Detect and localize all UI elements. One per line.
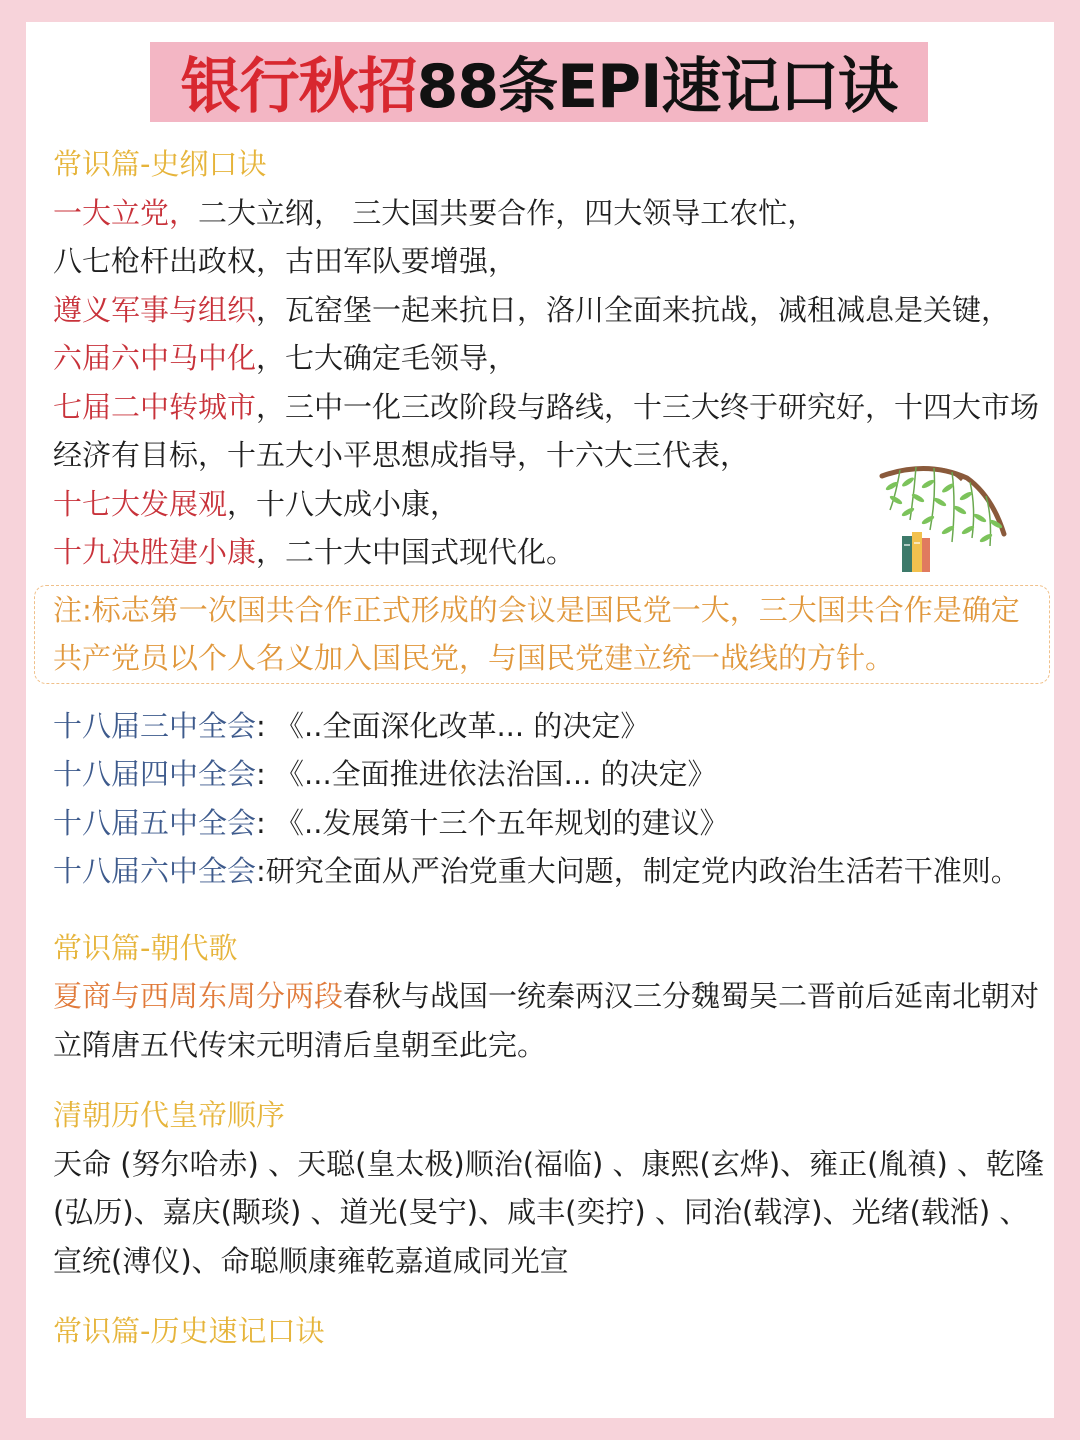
- plenum-text: : 《..发展第十三个五年规划的建议》: [256, 805, 729, 840]
- content: [53, 140, 1051, 1356]
- line-text: ，瓦窑堡一起来抗日，洛川全面来抗战，减租减息是关键，: [256, 292, 1011, 327]
- page-title: [150, 42, 928, 122]
- plenum-item: [53, 847, 1051, 896]
- mnemonic-line: [53, 334, 1051, 383]
- highlight: 七届二中转城市: [53, 389, 257, 424]
- highlight: 十九决胜建小康: [53, 535, 257, 569]
- line-text: ，七大确定毛领导，: [256, 341, 518, 375]
- mnemonic-line: [53, 286, 1051, 335]
- highlight: 十七大发展观: [53, 486, 228, 521]
- mnemonic-line: [53, 189, 1051, 238]
- content-card: [26, 22, 1054, 1418]
- plenum-name: 十八届三中全会: [53, 708, 257, 743]
- plenum-text: : 《..全面深化改革... 的决定》: [256, 708, 650, 743]
- highlight: 一大立党，: [53, 195, 199, 230]
- section-heading-history: 常识篇-史纲口诀: [53, 147, 267, 181]
- section-heading-mnemonics: 常识篇-历史速记口诀: [53, 1314, 325, 1348]
- dynasty-song: [53, 972, 1051, 1069]
- line-text: 二大立纲， 三大国共要合作，四大领导工农忙，: [198, 195, 817, 230]
- plenum-name: 十八届六中全会: [53, 854, 257, 888]
- qing-emperors: 天命 (努尔哈赤) 、天聪(皇太极)顺治(福临) 、康熙(玄烨)、雍正(胤禛) 、乾隆(弘历)、嘉庆(颙琰) 、道光(旻宁)、咸丰(奕拧) 、同治(载淳)、光绪(载湉) 、宣统(溥仪)、命聪顺康雍乾嘉道咸同光宣: [53, 1146, 1045, 1278]
- title-black: 88条EPI速记口诀: [416, 52, 898, 122]
- highlight: 六届六中马中化: [53, 341, 257, 375]
- plenum-name: 十八届四中全会: [53, 757, 257, 791]
- line-text: ，三中一化三改阶段与路线，十三大终于研究好，十四大市场经济有目标，十五大小平思想成指导，十六大三代表，: [53, 389, 1040, 472]
- plenum-text: :研究全面从严治党重大问题，制定党内政治生活若干准则。: [256, 854, 1020, 888]
- highlight: 遵义军事与组织: [53, 292, 257, 327]
- plenum-item: [53, 799, 1051, 848]
- title-red: 银行秋招: [180, 52, 417, 122]
- section-heading-dynasty: 常识篇-朝代歌: [53, 930, 238, 965]
- mnemonic-line: 八七枪杆出政权，古田军队要增强，: [53, 244, 518, 278]
- note-box: 注:标志第一次国共合作正式形成的会议是国民党一大，三大国共合作是确定共产党员以个人名义加入国民党，与国民党建立统一战线的方针。: [34, 585, 1050, 684]
- plenum-name: 十八届五中全会: [53, 805, 257, 840]
- section-heading-qing: 清朝历代皇帝顺序: [53, 1098, 286, 1132]
- dynasty-text: 春秋与战国一统秦两汉三分魏蜀吴二晋前后延南北朝对立隋唐五代传宋元明清后皇朝至此完。: [53, 979, 1040, 1062]
- highlight: 夏商与西周东周分两段: [53, 979, 344, 1013]
- line-text: ，二十大中国式现代化。: [256, 535, 576, 569]
- plenum-item: [53, 702, 1051, 751]
- plenum-item: [53, 750, 1051, 799]
- willow-books-icon: [872, 458, 1012, 582]
- plenum-text: : 《...全面推进依法治国... 的决定》: [256, 757, 717, 791]
- line-text: ，十八大成小康，: [227, 486, 460, 521]
